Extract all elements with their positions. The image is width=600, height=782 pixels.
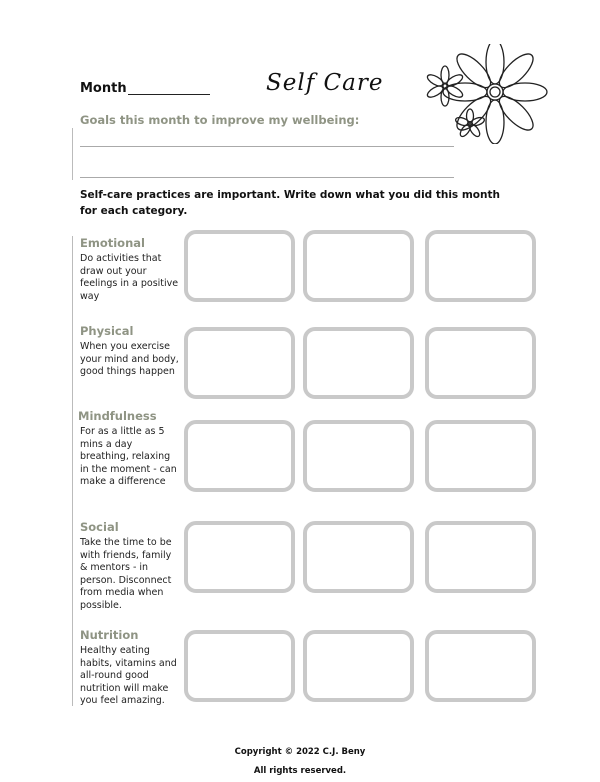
- month-label: Month: [80, 81, 127, 96]
- category-desc-physical: When you exercise your mind and body, good things happen: [80, 341, 179, 378]
- category-desc-emotional: Do activities that draw out your feelings in a positive way: [80, 253, 179, 302]
- category-desc-nutrition: Healthy eating habits, vitamins and all-round good nutrition will make you feel amazing.: [80, 645, 177, 707]
- entry-box[interactable]: [303, 420, 414, 492]
- entry-box[interactable]: [184, 230, 295, 302]
- entry-box[interactable]: [184, 521, 295, 593]
- entry-box[interactable]: [425, 521, 536, 593]
- goals-label: Goals this month to improve my wellbeing:: [80, 113, 360, 127]
- goals-input-line-1[interactable]: [80, 146, 454, 147]
- rights-text: All rights reserved.: [253, 766, 347, 776]
- entry-box[interactable]: [303, 521, 414, 593]
- intro-text: Self-care practices are important. Write down what you did this month for each category.: [80, 189, 500, 217]
- goals-divider: [72, 128, 73, 180]
- month-input-line[interactable]: [128, 94, 210, 95]
- copyright-text: Copyright © 2022 C.J. Beny: [234, 747, 366, 757]
- entry-box[interactable]: [184, 327, 295, 399]
- category-title-nutrition: Nutrition: [80, 628, 139, 642]
- category-title-mindfulness: Mindfulness: [78, 409, 157, 423]
- entry-box[interactable]: [303, 327, 414, 399]
- category-desc-social: Take the time to be with friends, family & mentors - in person. Disconnect from media when possible.: [80, 537, 172, 611]
- entry-box[interactable]: [425, 230, 536, 302]
- category-desc-mindfulness: For as a little as 5 mins a day breathing, relaxing in the moment - can make a difference: [80, 426, 177, 488]
- entry-box[interactable]: [425, 630, 536, 702]
- page-title: Self Care: [266, 70, 384, 96]
- entry-box[interactable]: [184, 630, 295, 702]
- flower-doodle-icon: [425, 44, 555, 144]
- entry-box[interactable]: [303, 630, 414, 702]
- entry-box[interactable]: [303, 230, 414, 302]
- goals-input-line-2[interactable]: [80, 177, 454, 178]
- entry-box[interactable]: [425, 327, 536, 399]
- category-title-social: Social: [80, 520, 119, 534]
- category-title-physical: Physical: [80, 324, 134, 338]
- entry-box[interactable]: [425, 420, 536, 492]
- entry-box[interactable]: [184, 420, 295, 492]
- category-title-emotional: Emotional: [80, 236, 145, 250]
- category-divider: [72, 236, 73, 706]
